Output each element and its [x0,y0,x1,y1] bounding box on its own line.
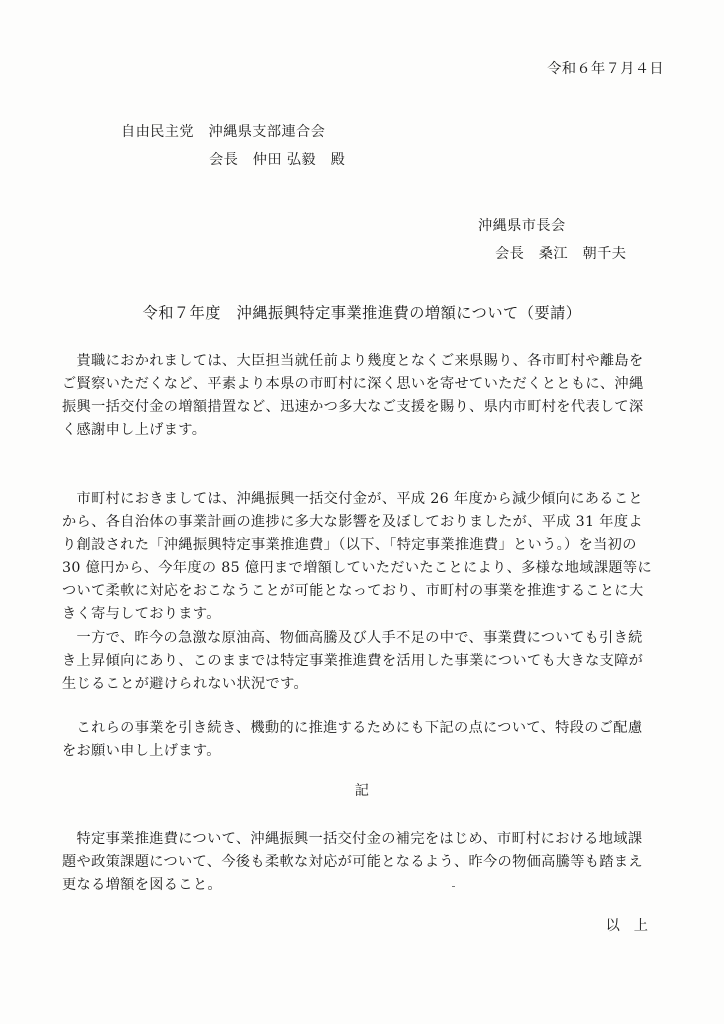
body-paragraph-1 [62,350,666,442]
body-paragraph-4 [62,717,666,763]
scan-speck [452,886,455,887]
paragraph-line: き上昇傾向にあり、このままでは特定事業推進費を活用した事業についても大きな支障が [62,653,644,669]
paragraph-line: 特定事業推進費について、沖縄振興一括交付金の補完をはじめ、市町村における地域課 [62,831,643,847]
paragraph-line: 30 億円から、今年度の 85 億円まで増額していただいたことにより、多様な地域課題等に [62,560,652,576]
paragraph-line: から、各自治体の事業計画の進捗に多大な影響を及ぼしておりましたが、平成 31 年度よ [62,514,643,530]
recipient-organization: 自由民主党 沖縄県支部連合会 [121,124,326,140]
closing-mark: 以上 [605,918,662,934]
paragraph-line: ついて柔軟に対応をおこなうことが可能となっており、市町村の事業を推進することに大 [62,583,644,599]
paragraph-line: ご賢察いただくなど、平素より本県の市町村に深く思いを寄せていただくとともに、沖縄 [62,376,644,392]
body-paragraph-2 [62,488,666,626]
ki-heading: 記 [354,783,370,799]
paragraph-line: 生じることが避けられない状況です。 [62,676,309,692]
paragraph-line: これらの事業を引き続き、機動的に推進するためにも下記の点について、特段のご配慮 [62,720,643,736]
paragraph-line: り創設された「沖縄振興特定事業推進費」（以下、「特定事業推進費」という。）を当初の [62,537,637,553]
document-date: 令和６年７月４日 [547,61,664,77]
request-paragraph [62,828,666,897]
recipient-name: 会長 仲田 弘毅 殿 [209,152,346,168]
sender-name: 会長 桑江 朝千夫 [495,246,627,262]
paragraph-line: 一方で、昨今の急激な原油高、物価高騰及び人手不足の中で、事業費についても引き続 [62,630,643,646]
paragraph-line: 貴職におかれましては、大臣担当就任前より幾度となくご来県賜り、各市町村や離島を [62,353,644,369]
paragraph-line: をお願い申し上げます。 [62,743,221,759]
paragraph-line: く感謝申し上げます。 [62,422,207,438]
paragraph-line: 題や政策課題について、今後も柔軟な対応が可能となるよう、昨今の物価高騰等も踏まえ [62,854,643,870]
body-paragraph-3 [62,627,666,696]
paragraph-line: きく寄与しております。 [62,606,221,622]
paragraph-line: 更なる増額を図ること。 [62,877,222,893]
paragraph-line: 市町村におきましては、沖縄振興一括交付金が、平成 26 年度から減少傾向にあること [62,491,643,507]
sender-organization: 沖縄県市長会 [478,218,566,234]
document-title: 令和７年度 沖縄振興特定事業推進費の増額について（要請） [142,304,582,322]
paragraph-line: 振興一括交付金の増額措置など、迅速かつ多大なご支援を賜り、県内市町村を代表して深 [62,399,644,415]
